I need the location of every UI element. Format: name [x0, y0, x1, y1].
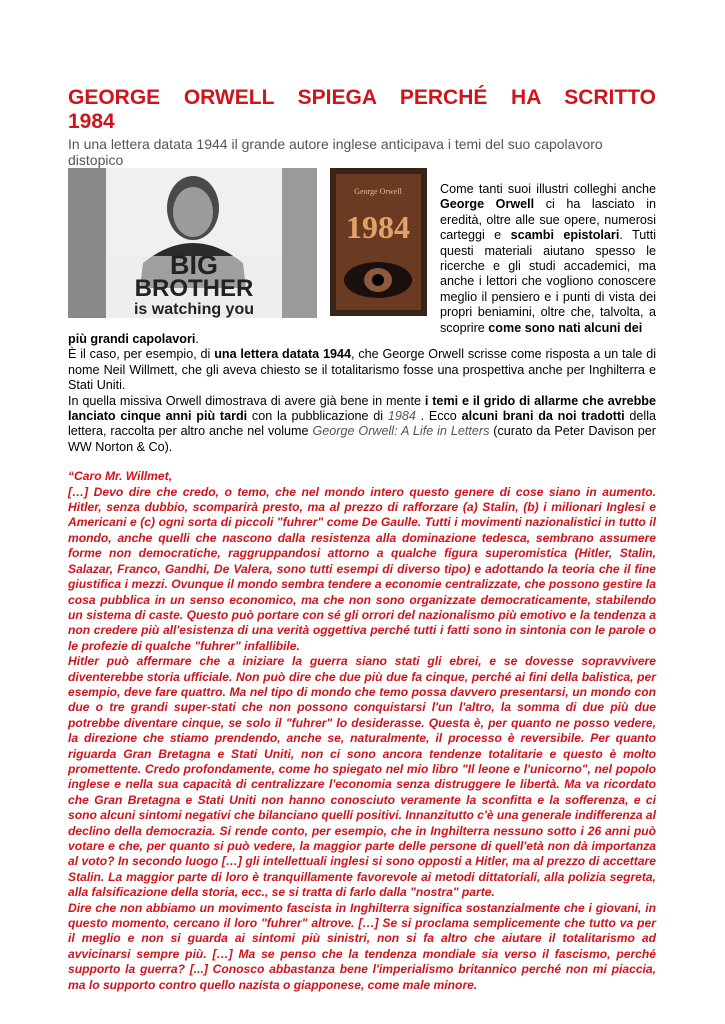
letter-excerpt [68, 469, 656, 993]
article [68, 86, 656, 993]
letter-paragraph-3: Dire che non abbiamo un movimento fascista in Inghilterra significa sostanzialmente che i giovani, in questo momento, cercano il loro "fuhrer" altrove. […] Se si proclama semplicemente che tutto va per il meglio e non si guarda ai sintomi più sinistri, non si fa altro che aiutare il totalitarismo ad avvicinarsi sempre più. […] Ma se penso che la tendenza mondiale sia verso il fascismo, perché supporto la guerra? [...] Conosco abbastanza bene l'imperialismo britannico perché non mi piaccia, ma lo supporto contro quello nazista o giapponese, come male minore. [68, 900, 656, 992]
book-cover-image [330, 168, 427, 316]
poster-text-watching: is watching you [133, 301, 255, 318]
letter-salutation: “Caro Mr. Willmet, [68, 469, 173, 484]
intro-paragraph-2: È il caso, per esempio, di una lettera datata 1944, che George Orwell scrisse come risposta a un tale di nome Neil Willmett, che gli aveva chiesto se il totalitarismo fosse una prospettiva anche per Inghilterra e Stati Uniti. [68, 347, 657, 393]
intro-body [68, 332, 656, 455]
letter-paragraph-2: Hitler può affermare che a iniziare la guerra siano stati gli ebrei, e se dovesse sopravvivere diventerebbe storia ufficiale. Non può dire che due più due fa cinque, perché ai fini della balistica, per esempio, deve fare quattro. Ma nel tipo di mondo che temo possa davvero presentarsi, un mondo con due o tre grandi super-stati che non possono conquistarsi l'un l'altro, la somma di due più due potrebbe diventare cinque, se solo il "fuhrer" lo desiderasse. Questa è, per quanto ne posso vedere, la direzione che stiamo prendendo, anche se, naturalmente, il processo è reversibile. Per quanto riguarda Gran Bretagna e Stati Uniti, non ci sono ancora tendenze totalitarie e questo è molto promettente. Credo profondamente, come ho spiegato nel mio libro "Il leone e l'unicorno", nel popolo inglese e nella sua capacità di centralizzare l'economia senza distruggere le libertà. Ma va ricordato che Gran Bretagna e Stati Uniti non hanno conosciuto veramente la sconfitta e la sofferenza, e ci sono alcuni sintomi negativi che bilanciano quelli positivi. Innanzitutto c'è una generale indifferenza al declino della democrazia. Si rende conto, per esempio, che in Inghilterra nessuno sotto i 26 anni può votare e che, per quanto si può vedere, la maggior parte delle persone di quell'età non dà importanza al voto? In secondo luogo […] gli intellettuali inglesi si sono opposti a Hitler, ma al prezzo di accettare Stalin. La maggior parte di loro è tranquillamente favorevole ai metodi dittatoriali, alla polizia segreta, alla falsificazione della storia, ecc., se si tratta di farlo dalla "nostra" parte. [68, 654, 656, 900]
book-author: George Orwell [354, 187, 402, 196]
big-brother-poster-image [68, 168, 317, 318]
header-media [68, 168, 656, 335]
intro-paragraph-1-end: più grandi capolavori. [68, 332, 199, 346]
intro-paragraph-3: In quella missiva Orwell dimostrava di avere già bene in mente i temi e il grido di allarme che avrebbe lanciato cinque anni più tardi con la pubblicazione di 1984 . Ecco alcuni brani da noi tradotti della lettera, raccolta per altro anche nel volume George Orwell: A Life in Letters (curato da Peter Davison per WW Norton & Co). [68, 393, 657, 454]
poster-text-brother: BROTHER [134, 275, 254, 302]
book-title: 1984 [346, 209, 410, 245]
letter-paragraph-1: […] Devo dire che credo, o temo, che nel mondo intero questo genere di cose siano in aumento. Hitler, senza dubbio, scomparirà presto, ma al prezzo di rafforzare (a) Stalin, (b) i milionari Inglesi e Americani e (c) ogni sorta di piccoli "fuhrer" come De Gaulle. Tutti i movimenti nazionalistici in tutto il mondo, anche quelli che nascono dalla resistenza alla dominazione tedesca, sembrano assumere forme non democratiche, raggruppandosi attorno a qualche figura superomistica (Hitler, Stalin, Salazar, Franco, Gandhi, De Valera, sono tutti esempi di diverso tipo) e adottando la teoria che il fine giustifica i mezzi. Ovunque il mondo sembra tendere a economie centralizzate, che possono gestire la cosa pubblica in un senso economico, ma che non sono organizzate democraticamente, stabilendo un sistema di caste. Questo può portare con sé gli orrori del nazionalismo più emotivo e la tendenza a non credere più all'esistenza di una verità oggettiva perché tutti i fatti sono in sintonia con le parole o le profezie di qualche "fuhrer" infallibile. [68, 484, 656, 653]
intro-paragraph-1: Come tanti suoi illustri colleghi anche George Orwell ci ha lasciato in eredità, oltre alle sue opere, numerosi carteggi e scambi epistolari. Tutti questi materiali aiutano spesso le ricerche e gli studi accademici, ma anche i lettori che vogliono conoscere meglio il pensiero e i punti di vista dei propri beniamini, oltre che, talvolta, a scoprire come sono nati alcuni dei [440, 182, 656, 335]
article-subtitle: In una lettera datata 1944 il grande autore inglese anticipava i temi del suo capolavoro distopico [68, 136, 603, 168]
article-title: GEORGE ORWELL SPIEGA PERCHÉ HA SCRITTO 1984 [68, 86, 656, 133]
poster-text-big: BIG [169, 250, 219, 280]
